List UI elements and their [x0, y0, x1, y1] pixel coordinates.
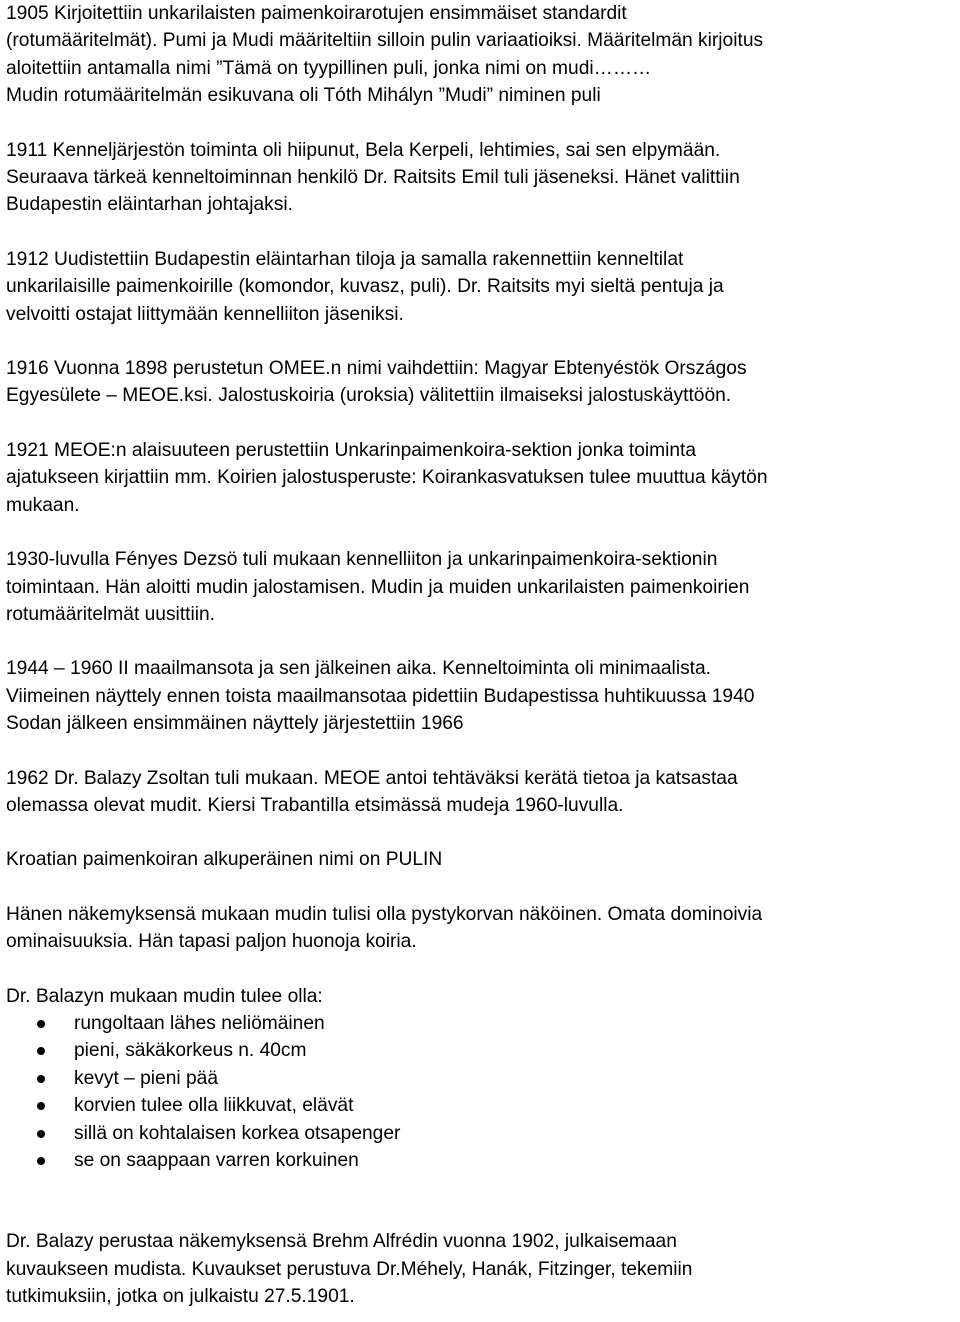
paragraph-1962: [6, 765, 954, 820]
text-line: 1916 Vuonna 1898 perustetun OMEE.n nimi vaihdettiin: Magyar Ebtenyéstök Országos: [6, 358, 747, 380]
list-item-text: kevyt – pieni pää: [74, 1067, 218, 1089]
list-item-text: se on saappaan varren korkuinen: [74, 1150, 359, 1171]
text-line: Hänen näkemyksensä mukaan mudin tulisi olla pystykorvan näköinen. Omata dominoivia: [6, 903, 763, 925]
bullet-icon: [37, 1157, 45, 1165]
text-line: tutkimuksiin, jotka on julkaistu 27.5.1901.: [6, 1286, 355, 1308]
bullet-list: [6, 1010, 954, 1174]
text-line: rotumääritelmät uusittiin.: [6, 603, 216, 625]
text-line: Dr. Balazy perustaa näkemyksensä Brehm Alfrédin vuonna 1902, julkaisemaan: [6, 1231, 677, 1253]
text-line: (rotumääritelmät). Pumi ja Mudi määriteltiin silloin pulin variaatioiksi. Määritelmän kirjoitus: [6, 30, 764, 52]
list-item: [6, 1065, 954, 1092]
paragraph-1921: [6, 437, 954, 519]
text-line: Sodan jälkeen ensimmäinen näyttely järjestettiin 1966: [6, 713, 464, 735]
text-line: kuvaukseen mudista. Kuvaukset perustuva Dr.Méhely, Hanák, Fitzinger, tekemiin: [6, 1258, 693, 1280]
text-line: Kroatian paimenkoiran alkuperäinen nimi on PULIN: [6, 849, 443, 871]
paragraph-balazyn: [6, 983, 954, 1010]
bullet-icon: [37, 1075, 45, 1083]
text-line: Egyesülete – MEOE.ksi. Jalostuskoiria (uroksia) välitettiin ilmaiseksi jalostuskäyttöön.: [6, 385, 732, 407]
text-line: 1911 Kenneljärjestön toiminta oli hiipunut, Bela Kerpeli, lehtimies, sai sen elpymään.: [6, 139, 721, 161]
paragraph-hanen: [6, 901, 954, 956]
list-item: [6, 1120, 954, 1147]
bullet-icon: [37, 1020, 45, 1028]
list-item: [6, 1037, 954, 1064]
document-page: [6, 0, 954, 1311]
bullet-icon: [37, 1102, 45, 1110]
text-line: ajatukseen kirjattiin mm. Koirien jalostusperuste: Koirankasvatuksen tulee muuttua käytön: [6, 467, 768, 489]
paragraph-1944: [6, 655, 954, 737]
text-line: Seuraava tärkeä kenneltoiminnan henkilö Dr. Raitsits Emil tuli jäseneksi. Hänet valittiin: [6, 167, 740, 189]
text-line: Mudin rotumääritelmän esikuvana oli Tóth Mihályn ”Mudi” niminen puli: [6, 85, 601, 107]
text-line: 1905 Kirjoitettiin unkarilaisten paimenkoirarotujen ensimmäiset standardit: [6, 3, 627, 24]
text-line: olemassa olevat mudit. Kiersi Trabantilla etsimässä mudeja 1960-luvulla.: [6, 794, 624, 816]
text-line: Budapestin eläintarhan johtajaksi.: [6, 194, 293, 216]
text-line: aloitettiin antamalla nimi ”Tämä on tyypillinen puli, jonka nimi on mudi………: [6, 57, 652, 79]
list-item: [6, 1092, 954, 1119]
bullet-icon: [37, 1130, 45, 1138]
paragraph-kroatia: [6, 846, 954, 873]
text-line: 1921 MEOE:n alaisuuteen perustettiin Unkarinpaimenkoira-sektion jonka toiminta: [6, 439, 697, 461]
text-line: toimintaan. Hän aloitti mudin jalostamisen. Mudin ja muiden unkarilaisten paimenkoirien: [6, 576, 750, 598]
text-line: unkarilaisille paimenkoirille (komondor, kuvasz, puli). Dr. Raitsits myi sieltä pentuja ja: [6, 276, 724, 298]
list-item-text: korvien tulee olla liikkuvat, elävät: [74, 1095, 354, 1117]
text-line: velvoitti ostajat liittymään kennelliiton jäseniksi.: [6, 303, 404, 325]
text-line: Dr. Balazyn mukaan mudin tulee olla:: [6, 985, 323, 1007]
list-item-text: rungoltaan lähes neliömäinen: [74, 1012, 325, 1034]
text-line: 1944 – 1960 II maailmansota ja sen jälkeinen aika. Kenneltoiminta oli minimaalista.: [6, 658, 712, 680]
paragraph-1912: [6, 246, 954, 328]
list-item: [6, 1010, 954, 1037]
list-item: [6, 1147, 954, 1174]
paragraph-1916: [6, 355, 954, 410]
text-line: 1962 Dr. Balazy Zsoltan tuli mukaan. MEOE antoi tehtäväksi kerätä tietoa ja katsastaa: [6, 767, 738, 789]
paragraph-1911: [6, 137, 954, 219]
text-line: Viimeinen näyttely ennen toista maailmansotaa pidettiin Budapestissa huhtikuussa 1940: [6, 685, 755, 707]
text-line: 1912 Uudistettiin Budapestin eläintarhan tiloja ja samalla rakennettiin kenneltilat: [6, 248, 684, 270]
list-item-text: sillä on kohtalaisen korkea otsapenger: [74, 1122, 401, 1144]
list-item-text: pieni, säkäkorkeus n. 40cm: [74, 1040, 307, 1062]
paragraph-brehm: [6, 1228, 954, 1310]
bullet-icon: [37, 1047, 45, 1055]
paragraph-1930: [6, 546, 954, 628]
text-line: mukaan.: [6, 494, 80, 516]
paragraph-1905: [6, 0, 954, 110]
text-line: ominaisuuksia. Hän tapasi paljon huonoja koiria.: [6, 931, 417, 953]
text-line: 1930-luvulla Fényes Dezsö tuli mukaan kennelliiton ja unkarinpaimenkoira-sektionin: [6, 549, 718, 571]
